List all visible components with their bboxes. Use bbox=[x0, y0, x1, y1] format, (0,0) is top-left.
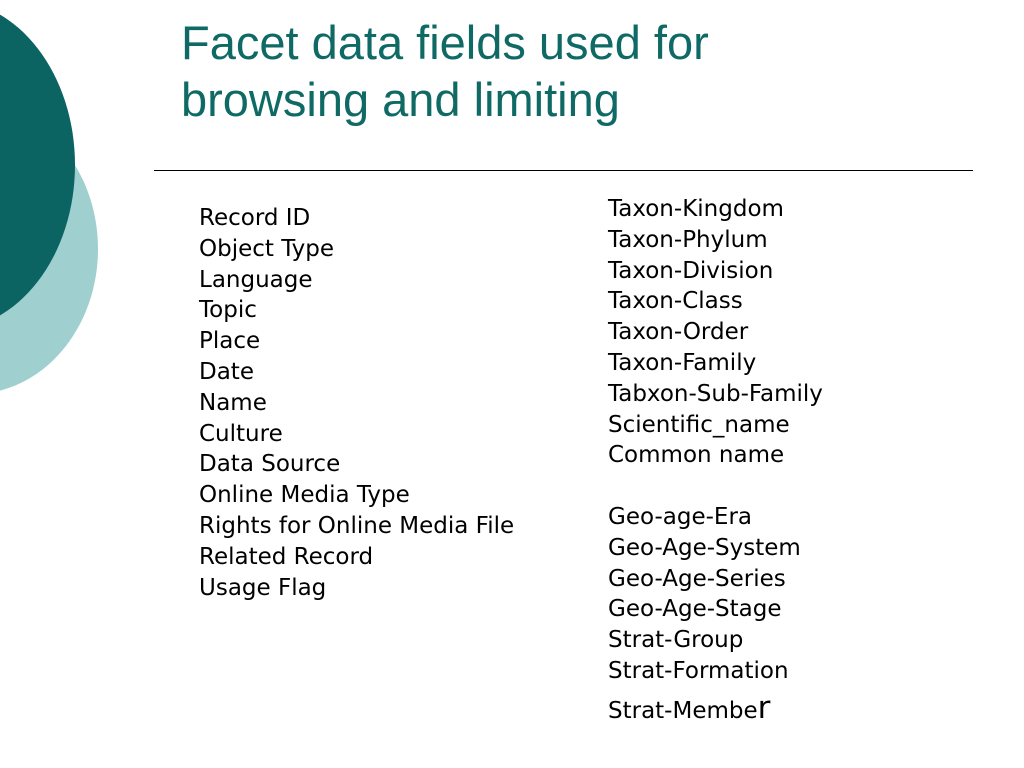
list-item: Usage Flag bbox=[199, 574, 327, 601]
list-item: Taxon-Order bbox=[608, 319, 749, 346]
left-field-list bbox=[199, 203, 514, 603]
right-field-list bbox=[608, 194, 823, 727]
list-item: Online Media Type bbox=[199, 482, 410, 509]
list-item: Record ID bbox=[199, 205, 311, 231]
list-item: Strat-Formation bbox=[608, 657, 789, 684]
list-item: Related Record bbox=[199, 543, 374, 570]
list-item: Geo-Age-System bbox=[608, 534, 801, 561]
list-item: Date bbox=[199, 358, 254, 385]
list-item: Culture bbox=[199, 420, 283, 447]
list-item-trailing-letter: r bbox=[757, 689, 771, 726]
list-item: Scientific_name bbox=[608, 411, 790, 438]
list-item: Common name bbox=[608, 442, 785, 469]
list-item: Data Source bbox=[199, 451, 341, 478]
list-item: Geo-Age-Stage bbox=[608, 596, 782, 623]
slide-title bbox=[181, 14, 709, 128]
list-item: Taxon-Phylum bbox=[608, 226, 768, 253]
list-item: Place bbox=[199, 328, 261, 355]
list-item: Tabxon-Sub-Family bbox=[608, 380, 823, 407]
list-item: Geo-Age-Series bbox=[608, 565, 786, 592]
list-item: Taxon-Family bbox=[608, 349, 757, 376]
list-item: Name bbox=[199, 389, 267, 416]
list-item: Strat-Group bbox=[608, 627, 744, 654]
slide-title-line-1: Facet data fields used for bbox=[181, 16, 709, 69]
list-spacer bbox=[608, 471, 823, 502]
slide-title-line-2: browsing and limiting bbox=[181, 73, 620, 126]
title-divider bbox=[154, 170, 973, 171]
list-item: Topic bbox=[199, 297, 257, 324]
list-item: Taxon-Kingdom bbox=[608, 196, 784, 222]
list-item: Geo-age-Era bbox=[608, 503, 752, 530]
list-item: Object Type bbox=[199, 235, 335, 262]
list-item: Rights for Online Media File bbox=[199, 512, 515, 539]
list-item bbox=[608, 689, 823, 727]
list-item: Taxon-Division bbox=[608, 257, 774, 284]
list-item-text: Strat-Membe bbox=[608, 697, 758, 724]
list-item: Language bbox=[199, 266, 313, 293]
list-item: Taxon-Class bbox=[608, 288, 743, 315]
